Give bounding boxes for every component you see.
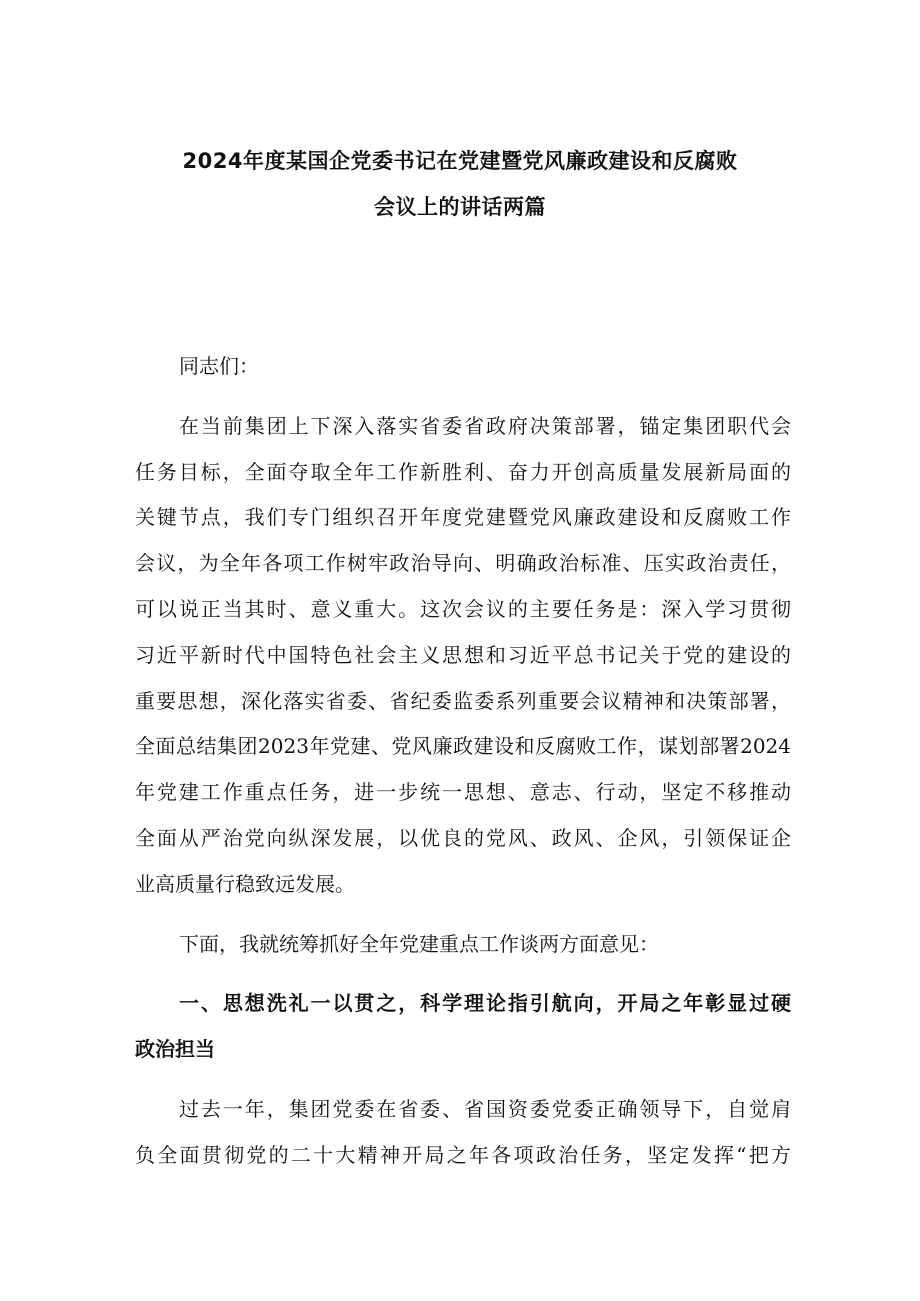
paragraph-2: 下面，我就统筹抓好全年党建重点工作谈两方面意见：	[179, 931, 659, 956]
section-heading-1	[135, 981, 791, 1073]
paragraph-1-line: 在当前集团上下深入落实省委省政府决策部署，锚定集团职代会	[179, 413, 791, 438]
paragraph-1-line: 全面总结集团2023年党建、党风廉政建设和反腐败工作，谋划部署2024	[135, 734, 791, 759]
paragraph-1-line: 年党建工作重点任务，进一步统一思想、意志、行动，坚定不移推动	[135, 780, 791, 805]
title-line-2: 会议上的讲话两篇	[374, 195, 546, 219]
paragraph-1-line: 业高质量行稳致远发展。	[135, 871, 355, 896]
paragraph-3-line: 负全面贯彻党的二十大精神开局之年各项政治任务，坚定发挥“把方	[135, 1142, 791, 1167]
section-heading-line: 政治担当	[135, 1037, 215, 1062]
paragraph-1-line: 任务目标，全面夺取全年工作新胜利、奋力开创高质量发展新局面的	[135, 459, 791, 484]
paragraph-3-line: 过去一年，集团党委在省委、省国资委党委正确领导下，自觉肩	[179, 1096, 791, 1121]
section-heading-line: 一、思想洗礼一以贯之，科学理论指引航向，开局之年彰显过硬	[179, 991, 791, 1016]
paragraph-1-line: 全面从严治党向纵深发展，以优良的党风、政风、企风，引领保证企	[135, 825, 791, 850]
paragraph-1-line: 重要思想，深化落实省委、省纪委监委系列重要会议精神和决策部署，	[135, 688, 791, 713]
paragraph-3	[135, 1087, 791, 1179]
paragraph-1	[135, 404, 791, 908]
document-body	[135, 344, 791, 1179]
paragraph-1-line: 习近平新时代中国特色社会主义思想和习近平总书记关于党的建设的	[135, 642, 791, 667]
paragraph-1-line: 可以说正当其时、意义重大。这次会议的主要任务是：深入学习贯彻	[135, 596, 791, 621]
greeting: 同志们：	[179, 354, 259, 378]
paragraph-1-line: 会议，为全年各项工作树牢政治导向、明确政治标准、压实政治责任，	[135, 551, 791, 576]
document-title	[0, 138, 920, 230]
paragraph-1-line: 关键节点，我们专门组织召开年度党建暨党风廉政建设和反腐败工作	[135, 505, 791, 530]
title-line-1: 2024年度某国企党委书记在党建暨党风廉政建设和反腐败	[182, 149, 738, 173]
